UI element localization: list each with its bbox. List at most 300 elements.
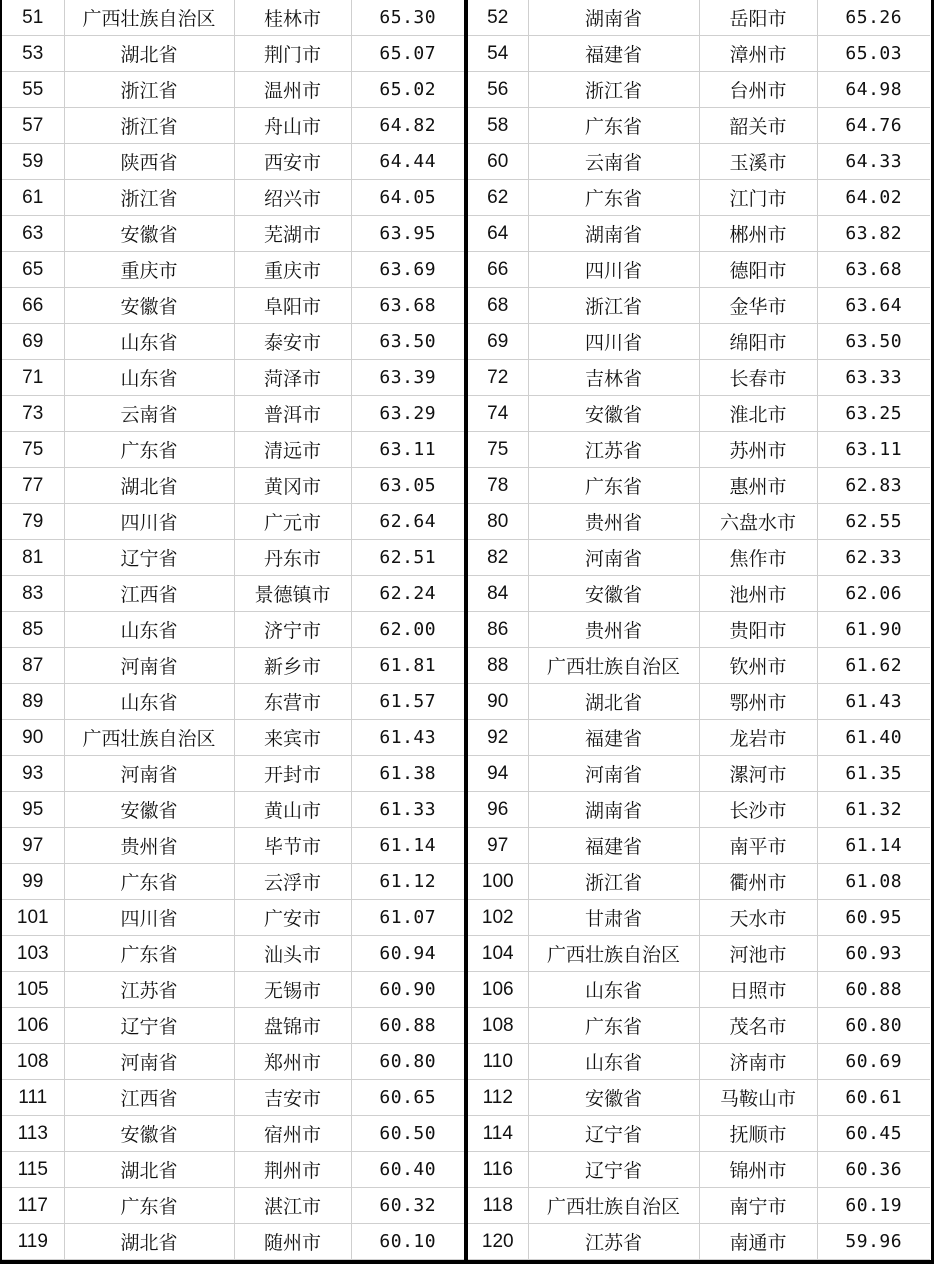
city-cell: 新乡市 xyxy=(234,648,351,684)
table-row xyxy=(468,576,930,612)
table-row xyxy=(2,540,464,576)
province-cell: 陕西省 xyxy=(64,144,234,180)
province-cell: 福建省 xyxy=(528,36,699,72)
province-cell: 湖北省 xyxy=(64,468,234,504)
rank-cell: 104 xyxy=(468,936,528,972)
rank-cell: 120 xyxy=(468,1224,528,1260)
province-cell: 山东省 xyxy=(528,972,699,1008)
rank-cell: 78 xyxy=(468,468,528,504)
rank-cell: 82 xyxy=(468,540,528,576)
rank-cell: 97 xyxy=(2,828,64,864)
score-cell: 62.00 xyxy=(351,612,464,648)
table-row xyxy=(468,792,930,828)
rank-cell: 117 xyxy=(2,1188,64,1224)
rank-cell: 58 xyxy=(468,108,528,144)
rank-cell: 101 xyxy=(2,900,64,936)
city-cell: 广安市 xyxy=(234,900,351,936)
city-cell: 茂名市 xyxy=(699,1008,817,1044)
score-cell: 60.80 xyxy=(817,1008,930,1044)
score-cell: 61.38 xyxy=(351,756,464,792)
score-cell: 60.32 xyxy=(351,1188,464,1224)
city-cell: 天水市 xyxy=(699,900,817,936)
left-table-body xyxy=(2,0,464,1260)
rank-cell: 60 xyxy=(468,144,528,180)
table-row xyxy=(468,972,930,1008)
province-cell: 湖南省 xyxy=(528,0,699,36)
table-row xyxy=(2,720,464,756)
city-cell: 阜阳市 xyxy=(234,288,351,324)
table-row xyxy=(2,612,464,648)
province-cell: 安徽省 xyxy=(64,792,234,828)
city-cell: 随州市 xyxy=(234,1224,351,1260)
table-row xyxy=(2,72,464,108)
score-cell: 60.88 xyxy=(817,972,930,1008)
table-row xyxy=(468,900,930,936)
table-row xyxy=(2,648,464,684)
province-cell: 广东省 xyxy=(64,864,234,900)
province-cell: 辽宁省 xyxy=(64,1008,234,1044)
city-cell: 来宾市 xyxy=(234,720,351,756)
score-cell: 60.69 xyxy=(817,1044,930,1080)
score-cell: 61.90 xyxy=(817,612,930,648)
score-cell: 63.69 xyxy=(351,252,464,288)
city-cell: 钦州市 xyxy=(699,648,817,684)
city-cell: 济宁市 xyxy=(234,612,351,648)
score-cell: 60.10 xyxy=(351,1224,464,1260)
score-cell: 60.93 xyxy=(817,936,930,972)
table-row xyxy=(2,1008,464,1044)
rank-cell: 65 xyxy=(2,252,64,288)
rank-cell: 56 xyxy=(468,72,528,108)
table-row xyxy=(2,504,464,540)
city-cell: 菏泽市 xyxy=(234,360,351,396)
province-cell: 广东省 xyxy=(528,108,699,144)
table-row xyxy=(468,684,930,720)
city-cell: 河池市 xyxy=(699,936,817,972)
table-row xyxy=(2,252,464,288)
city-cell: 日照市 xyxy=(699,972,817,1008)
province-cell: 安徽省 xyxy=(528,396,699,432)
left-ranking-table xyxy=(2,0,464,1260)
province-cell: 安徽省 xyxy=(528,1080,699,1116)
city-cell: 景德镇市 xyxy=(234,576,351,612)
table-row xyxy=(2,864,464,900)
table-row xyxy=(468,1008,930,1044)
city-cell: 抚顺市 xyxy=(699,1116,817,1152)
score-cell: 62.33 xyxy=(817,540,930,576)
score-cell: 60.88 xyxy=(351,1008,464,1044)
province-cell: 辽宁省 xyxy=(528,1116,699,1152)
city-cell: 济南市 xyxy=(699,1044,817,1080)
rank-cell: 83 xyxy=(2,576,64,612)
score-cell: 62.06 xyxy=(817,576,930,612)
city-cell: 焦作市 xyxy=(699,540,817,576)
table-row xyxy=(468,0,930,36)
rank-cell: 95 xyxy=(2,792,64,828)
city-cell: 台州市 xyxy=(699,72,817,108)
score-cell: 63.05 xyxy=(351,468,464,504)
table-row xyxy=(468,1224,930,1260)
table-row xyxy=(2,792,464,828)
table-row xyxy=(468,324,930,360)
rank-cell: 114 xyxy=(468,1116,528,1152)
province-cell: 贵州省 xyxy=(528,612,699,648)
score-cell: 61.32 xyxy=(817,792,930,828)
city-cell: 东营市 xyxy=(234,684,351,720)
rank-cell: 66 xyxy=(2,288,64,324)
province-cell: 湖北省 xyxy=(528,684,699,720)
score-cell: 65.26 xyxy=(817,0,930,36)
rank-cell: 71 xyxy=(2,360,64,396)
province-cell: 安徽省 xyxy=(528,576,699,612)
rank-cell: 75 xyxy=(468,432,528,468)
city-cell: 漯河市 xyxy=(699,756,817,792)
table-row xyxy=(468,756,930,792)
city-cell: 贵阳市 xyxy=(699,612,817,648)
city-cell: 毕节市 xyxy=(234,828,351,864)
rank-cell: 96 xyxy=(468,792,528,828)
province-cell: 吉林省 xyxy=(528,360,699,396)
rank-cell: 97 xyxy=(468,828,528,864)
score-cell: 64.05 xyxy=(351,180,464,216)
rank-cell: 80 xyxy=(468,504,528,540)
city-cell: 苏州市 xyxy=(699,432,817,468)
table-row xyxy=(2,144,464,180)
province-cell: 广西壮族自治区 xyxy=(528,648,699,684)
rank-cell: 115 xyxy=(2,1152,64,1188)
table-row xyxy=(468,396,930,432)
table-row xyxy=(468,432,930,468)
rank-cell: 55 xyxy=(2,72,64,108)
table-row xyxy=(2,1116,464,1152)
table-row xyxy=(2,1080,464,1116)
rank-cell: 94 xyxy=(468,756,528,792)
city-cell: 温州市 xyxy=(234,72,351,108)
rank-cell: 63 xyxy=(2,216,64,252)
city-cell: 清远市 xyxy=(234,432,351,468)
province-cell: 湖南省 xyxy=(528,216,699,252)
city-cell: 云浮市 xyxy=(234,864,351,900)
city-cell: 淮北市 xyxy=(699,396,817,432)
score-cell: 61.14 xyxy=(351,828,464,864)
score-cell: 63.95 xyxy=(351,216,464,252)
rank-cell: 64 xyxy=(468,216,528,252)
score-cell: 62.55 xyxy=(817,504,930,540)
city-cell: 芜湖市 xyxy=(234,216,351,252)
city-cell: 湛江市 xyxy=(234,1188,351,1224)
table-row xyxy=(2,108,464,144)
score-cell: 64.02 xyxy=(817,180,930,216)
bottom-border xyxy=(0,1260,934,1264)
score-cell: 61.62 xyxy=(817,648,930,684)
score-cell: 60.90 xyxy=(351,972,464,1008)
rank-cell: 57 xyxy=(2,108,64,144)
rank-cell: 89 xyxy=(2,684,64,720)
score-cell: 61.35 xyxy=(817,756,930,792)
province-cell: 广东省 xyxy=(528,468,699,504)
city-cell: 重庆市 xyxy=(234,252,351,288)
city-cell: 长春市 xyxy=(699,360,817,396)
rank-cell: 106 xyxy=(468,972,528,1008)
score-cell: 61.81 xyxy=(351,648,464,684)
city-cell: 龙岩市 xyxy=(699,720,817,756)
rank-cell: 86 xyxy=(468,612,528,648)
city-cell: 宿州市 xyxy=(234,1116,351,1152)
score-cell: 63.50 xyxy=(351,324,464,360)
city-cell: 黄冈市 xyxy=(234,468,351,504)
table-row xyxy=(468,1080,930,1116)
province-cell: 贵州省 xyxy=(528,504,699,540)
score-cell: 62.64 xyxy=(351,504,464,540)
table-row xyxy=(2,684,464,720)
score-cell: 63.50 xyxy=(817,324,930,360)
rank-cell: 87 xyxy=(2,648,64,684)
province-cell: 山东省 xyxy=(64,360,234,396)
score-cell: 60.45 xyxy=(817,1116,930,1152)
rank-cell: 93 xyxy=(2,756,64,792)
rank-cell: 108 xyxy=(468,1008,528,1044)
province-cell: 广西壮族自治区 xyxy=(528,936,699,972)
score-cell: 61.57 xyxy=(351,684,464,720)
score-cell: 60.80 xyxy=(351,1044,464,1080)
city-cell: 锦州市 xyxy=(699,1152,817,1188)
table-row xyxy=(468,288,930,324)
city-cell: 绵阳市 xyxy=(699,324,817,360)
table-row xyxy=(468,72,930,108)
city-cell: 开封市 xyxy=(234,756,351,792)
province-cell: 云南省 xyxy=(64,396,234,432)
table-row xyxy=(2,216,464,252)
city-cell: 南宁市 xyxy=(699,1188,817,1224)
rank-cell: 113 xyxy=(2,1116,64,1152)
province-cell: 辽宁省 xyxy=(528,1152,699,1188)
province-cell: 四川省 xyxy=(64,900,234,936)
score-cell: 61.40 xyxy=(817,720,930,756)
score-cell: 62.51 xyxy=(351,540,464,576)
rank-cell: 108 xyxy=(2,1044,64,1080)
city-cell: 长沙市 xyxy=(699,792,817,828)
city-cell: 绍兴市 xyxy=(234,180,351,216)
rank-cell: 106 xyxy=(2,1008,64,1044)
rank-cell: 69 xyxy=(468,324,528,360)
city-cell: 玉溪市 xyxy=(699,144,817,180)
table-row xyxy=(468,612,930,648)
city-cell: 惠州市 xyxy=(699,468,817,504)
score-cell: 63.11 xyxy=(351,432,464,468)
city-cell: 无锡市 xyxy=(234,972,351,1008)
score-cell: 64.98 xyxy=(817,72,930,108)
left-table-section xyxy=(2,0,464,1259)
province-cell: 广西壮族自治区 xyxy=(528,1188,699,1224)
score-cell: 65.07 xyxy=(351,36,464,72)
score-cell: 62.83 xyxy=(817,468,930,504)
province-cell: 河南省 xyxy=(64,648,234,684)
province-cell: 江西省 xyxy=(64,576,234,612)
rank-cell: 54 xyxy=(468,36,528,72)
table-row xyxy=(2,468,464,504)
province-cell: 江苏省 xyxy=(528,432,699,468)
city-cell: 韶关市 xyxy=(699,108,817,144)
rank-cell: 73 xyxy=(2,396,64,432)
score-cell: 61.43 xyxy=(817,684,930,720)
city-cell: 马鞍山市 xyxy=(699,1080,817,1116)
table-row xyxy=(468,1044,930,1080)
right-table-section xyxy=(468,0,930,1259)
rank-cell: 84 xyxy=(468,576,528,612)
province-cell: 浙江省 xyxy=(64,180,234,216)
table-row xyxy=(468,1188,930,1224)
rank-cell: 51 xyxy=(2,0,64,36)
right-ranking-table xyxy=(468,0,930,1260)
score-cell: 61.08 xyxy=(817,864,930,900)
score-cell: 60.50 xyxy=(351,1116,464,1152)
score-cell: 61.33 xyxy=(351,792,464,828)
rank-cell: 77 xyxy=(2,468,64,504)
table-row xyxy=(468,216,930,252)
city-cell: 江门市 xyxy=(699,180,817,216)
city-cell: 桂林市 xyxy=(234,0,351,36)
table-row xyxy=(2,1188,464,1224)
score-cell: 61.14 xyxy=(817,828,930,864)
province-cell: 河南省 xyxy=(64,1044,234,1080)
table-row xyxy=(2,756,464,792)
right-table-body xyxy=(468,0,930,1260)
province-cell: 安徽省 xyxy=(64,1116,234,1152)
rank-cell: 116 xyxy=(468,1152,528,1188)
table-row xyxy=(468,504,930,540)
province-cell: 四川省 xyxy=(528,324,699,360)
table-row xyxy=(468,468,930,504)
city-cell: 岳阳市 xyxy=(699,0,817,36)
table-row xyxy=(468,108,930,144)
score-cell: 60.36 xyxy=(817,1152,930,1188)
province-cell: 四川省 xyxy=(528,252,699,288)
city-cell: 吉安市 xyxy=(234,1080,351,1116)
rank-cell: 68 xyxy=(468,288,528,324)
province-cell: 广东省 xyxy=(64,432,234,468)
table-row xyxy=(2,180,464,216)
province-cell: 山东省 xyxy=(64,684,234,720)
table-row xyxy=(2,828,464,864)
rank-cell: 105 xyxy=(2,972,64,1008)
province-cell: 贵州省 xyxy=(64,828,234,864)
table-row xyxy=(468,540,930,576)
rank-cell: 88 xyxy=(468,648,528,684)
rank-cell: 79 xyxy=(2,504,64,540)
rank-cell: 118 xyxy=(468,1188,528,1224)
score-cell: 60.65 xyxy=(351,1080,464,1116)
province-cell: 浙江省 xyxy=(528,72,699,108)
province-cell: 湖北省 xyxy=(64,36,234,72)
rank-cell: 52 xyxy=(468,0,528,36)
score-cell: 63.25 xyxy=(817,396,930,432)
province-cell: 甘肃省 xyxy=(528,900,699,936)
rank-cell: 103 xyxy=(2,936,64,972)
city-cell: 六盘水市 xyxy=(699,504,817,540)
rank-cell: 59 xyxy=(2,144,64,180)
province-cell: 安徽省 xyxy=(64,216,234,252)
rank-cell: 111 xyxy=(2,1080,64,1116)
province-cell: 云南省 xyxy=(528,144,699,180)
score-cell: 61.12 xyxy=(351,864,464,900)
rank-cell: 62 xyxy=(468,180,528,216)
city-cell: 鄂州市 xyxy=(699,684,817,720)
city-cell: 漳州市 xyxy=(699,36,817,72)
rank-cell: 81 xyxy=(2,540,64,576)
rank-cell: 100 xyxy=(468,864,528,900)
province-cell: 辽宁省 xyxy=(64,540,234,576)
city-cell: 广元市 xyxy=(234,504,351,540)
province-cell: 广东省 xyxy=(528,180,699,216)
table-row xyxy=(2,0,464,36)
rank-cell: 102 xyxy=(468,900,528,936)
score-cell: 60.40 xyxy=(351,1152,464,1188)
table-row xyxy=(2,288,464,324)
rank-cell: 112 xyxy=(468,1080,528,1116)
table-row xyxy=(2,1152,464,1188)
table-row xyxy=(468,180,930,216)
province-cell: 广东省 xyxy=(64,936,234,972)
score-cell: 65.30 xyxy=(351,0,464,36)
table-row xyxy=(2,432,464,468)
score-cell: 59.96 xyxy=(817,1224,930,1260)
table-row xyxy=(468,864,930,900)
table-row xyxy=(468,936,930,972)
table-row xyxy=(468,252,930,288)
city-cell: 池州市 xyxy=(699,576,817,612)
table-row xyxy=(2,396,464,432)
province-cell: 重庆市 xyxy=(64,252,234,288)
score-cell: 63.68 xyxy=(817,252,930,288)
province-cell: 湖南省 xyxy=(528,792,699,828)
province-cell: 河南省 xyxy=(528,756,699,792)
rank-cell: 85 xyxy=(2,612,64,648)
province-cell: 福建省 xyxy=(528,720,699,756)
province-cell: 广东省 xyxy=(64,1188,234,1224)
city-cell: 郴州市 xyxy=(699,216,817,252)
province-cell: 山东省 xyxy=(528,1044,699,1080)
province-cell: 山东省 xyxy=(64,612,234,648)
table-row xyxy=(468,828,930,864)
rank-cell: 72 xyxy=(468,360,528,396)
score-cell: 60.95 xyxy=(817,900,930,936)
score-cell: 64.82 xyxy=(351,108,464,144)
rank-cell: 119 xyxy=(2,1224,64,1260)
city-cell: 泰安市 xyxy=(234,324,351,360)
score-cell: 64.76 xyxy=(817,108,930,144)
rank-cell: 92 xyxy=(468,720,528,756)
rank-cell: 90 xyxy=(2,720,64,756)
score-cell: 62.24 xyxy=(351,576,464,612)
province-cell: 湖北省 xyxy=(64,1152,234,1188)
province-cell: 广西壮族自治区 xyxy=(64,0,234,36)
score-cell: 60.19 xyxy=(817,1188,930,1224)
province-cell: 四川省 xyxy=(64,504,234,540)
rank-cell: 74 xyxy=(468,396,528,432)
city-cell: 西安市 xyxy=(234,144,351,180)
table-row xyxy=(2,900,464,936)
rank-cell: 53 xyxy=(2,36,64,72)
province-cell: 广西壮族自治区 xyxy=(64,720,234,756)
city-cell: 金华市 xyxy=(699,288,817,324)
table-row xyxy=(468,1116,930,1152)
province-cell: 福建省 xyxy=(528,828,699,864)
score-cell: 63.33 xyxy=(817,360,930,396)
province-cell: 河南省 xyxy=(64,756,234,792)
province-cell: 河南省 xyxy=(528,540,699,576)
province-cell: 浙江省 xyxy=(64,108,234,144)
score-cell: 61.07 xyxy=(351,900,464,936)
